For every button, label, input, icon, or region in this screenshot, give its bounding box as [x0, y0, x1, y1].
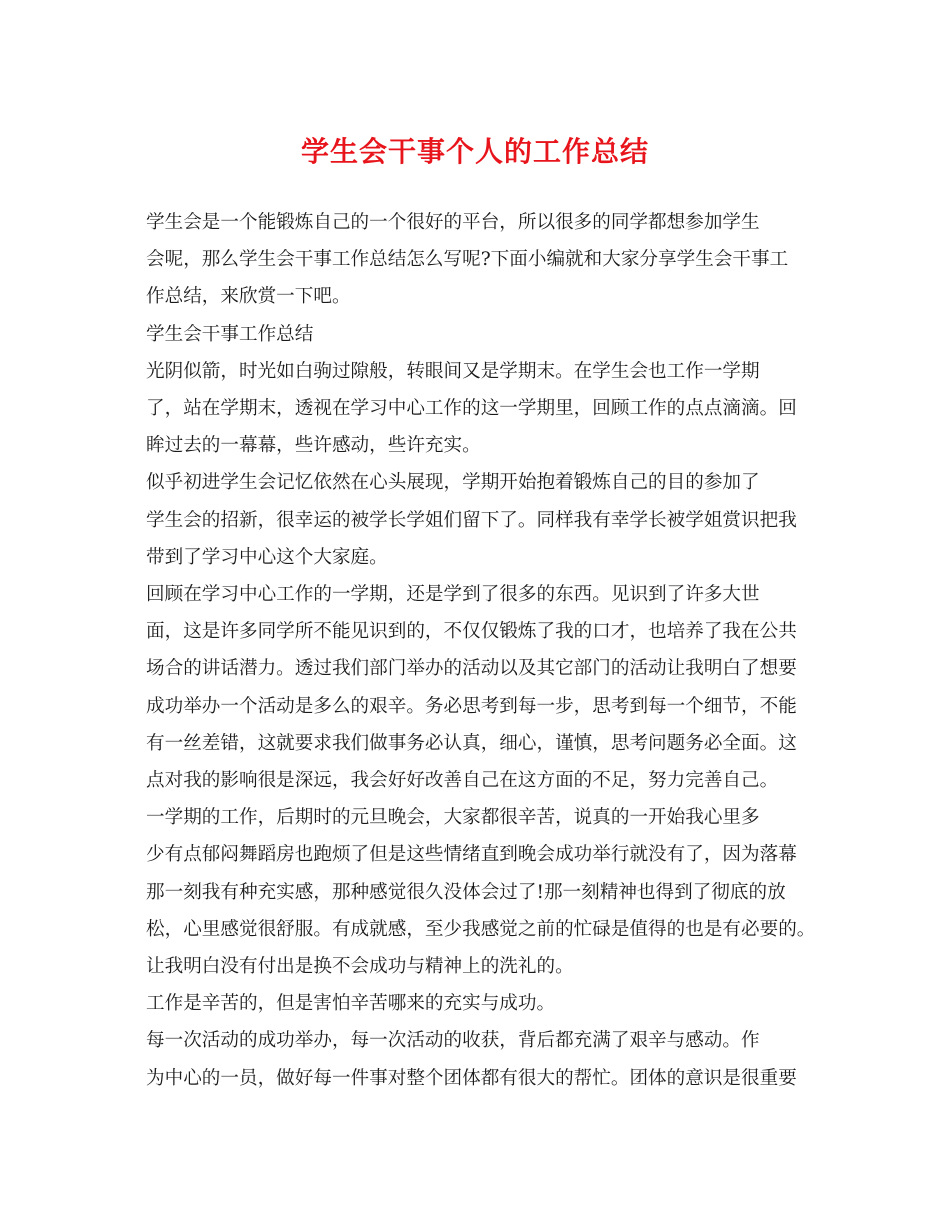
text-line: 会呢，那么学生会干事工作总结怎么写呢?下面小编就和大家分享学生会干事工 [146, 249, 789, 271]
paragraph [146, 576, 812, 799]
text-line: 回顾在学习中心工作的一学期，还是学到了很多的东西。见识到了许多大世 [146, 584, 760, 606]
text-line: 那一刻我有种充实感，那种感觉很久没体会过了!那一刻精神也得到了彻底的放 [146, 881, 786, 903]
text-line: 作总结，来欣赏一下吧。 [146, 286, 351, 308]
text-line: 少有点郁闷舞蹈房也跑烦了但是这些情绪直到晚会成功举行就没有了，因为落幕 [146, 844, 797, 866]
text-line: 点对我的影响很是深远，我会好好改善自己在这方面的不足，努力完善自己。 [146, 770, 779, 792]
text-line: 场合的讲话潜力。透过我们部门举办的活动以及其它部门的活动让我明白了想要 [146, 658, 797, 680]
text-line: 每一次活动的成功举办，每一次活动的收获，背后都充满了艰辛与感动。作 [146, 1030, 760, 1052]
text-line: 一学期的工作，后期时的元旦晚会，大家都很辛苦，说真的一开始我心里多 [146, 807, 760, 829]
text-line: 有一丝差错，这就要求我们做事务必认真，细心，谨慎，思考问题务必全面。这 [146, 732, 797, 754]
text-line: 似乎初进学生会记忆依然在心头展现，学期开始抱着锻炼自己的目的参加了 [146, 472, 760, 494]
paragraph [146, 1022, 812, 1096]
text-line: 让我明白没有付出是换不会成功与精神上的洗礼的。 [146, 956, 574, 978]
document-body [146, 204, 816, 1097]
text-line: 为中心的一员，做好每一件事对整个团体都有很大的帮忙。团体的意识是很重要 [146, 1067, 797, 1089]
document-title: 学生会干事个人的工作总结 [300, 135, 649, 168]
text-line: 带到了学习中心这个大家庭。 [146, 546, 388, 568]
paragraph [146, 799, 816, 985]
text-line: 成功举办一个活动是多么的艰辛。务必思考到每一步，思考到每一个细节，不能 [146, 695, 797, 717]
paragraph [146, 985, 812, 1022]
paragraph [146, 353, 812, 465]
text-line: 光阴似箭，时光如白驹过隙般，转眼间又是学期末。在学生会也工作一学期 [146, 360, 760, 382]
text-line: 工作是辛苦的，但是害怕辛苦哪来的充实与成功。 [146, 993, 556, 1015]
text-line: 学生会的招新，很幸运的被学长学姐们留下了。同样我有幸学长被学姐赏识把我 [146, 509, 797, 531]
text-line: 眸过去的一幕幕，些许感动，些许充实。 [146, 435, 481, 457]
text-line: 学生会干事工作总结 [146, 323, 314, 345]
text-line: 学生会是一个能锻炼自己的一个很好的平台，所以很多的同学都想参加学生 [146, 212, 760, 233]
paragraph [146, 204, 812, 316]
text-line: 了，站在学期末，透视在学习中心工作的这一学期里，回顾工作的点点滴滴。回 [146, 398, 797, 420]
paragraph [146, 316, 812, 353]
text-line: 面，这是许多同学所不能见识到的，不仅仅锻炼了我的口才，也培养了我在公共 [146, 621, 797, 643]
text-line: 松，心里感觉很舒服。有成就感，至少我感觉之前的忙碌是值得的也是有必要的。 [146, 918, 816, 940]
paragraph [146, 464, 812, 576]
